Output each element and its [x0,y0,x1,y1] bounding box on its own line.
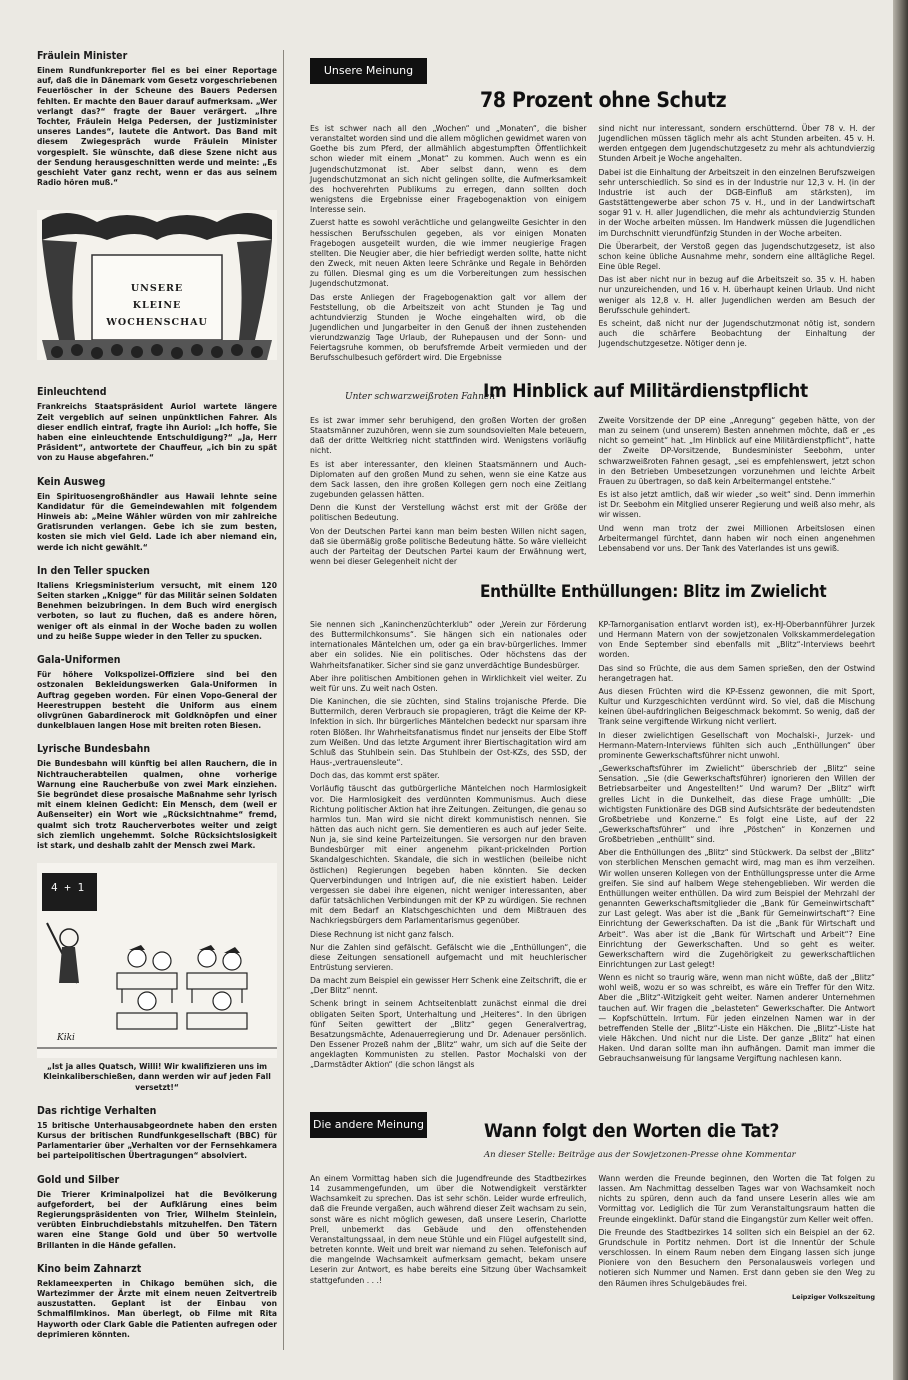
paragraph: Es ist schwer nach all den „Wochen“ und „Monaten“, die bisher veranstaltet worden sind und die allem möglichen gewidmet waren von Goethe bis zum Pferd, der allmählich abgestumpften Öffentlichkeit schon wieder mit einem „Monat“ zu kommen. Auch wenn es ein Jugendschutzmonat ist. Aber selbst dann, wenn es dem Jugendschutzmonat an sich nicht gelingen sollte, die Aufmerksamkeit des hochverehrten Publikums zu erregen, dann sollten doch wenigstens die Ergebnisse einer Fragebogenaktion von einigem Interesse sein. [310,124,587,215]
section-heading: Gold und Silber [37,1173,120,1186]
article-headline: Wann folgt den Worten die Tat? [484,1120,780,1142]
classroom-cartoon [37,863,277,1058]
paragraph: Da macht zum Beispiel ein gewisser Herr Schenk eine Zeitschrift, die er „Der Blitz“ nennt. [310,976,587,996]
paragraph: Es scheint, daß nicht nur der Jugendschutzmonat nötig ist, sondern auch die schärfere Beobachtung der Einhaltung der Jugendschutzgesetze. Nötiger denn je. [598,318,875,349]
source-credit: Leipziger Volkszeitung [792,1292,875,1301]
paragraph: Aus diesen Früchten wird die KP-Essenz gewonnen, die mit Sport, Kultur und Kurzgeschichten verdünnt wird. So viel, daß die Mischung keinen übel-aufdringlichen Beigeschmack bekommt. So wenig, daß der Trank seine vergiftende Wirkung nicht verliert. [598,686,875,727]
cartoonist-signature: Kiki [57,1033,75,1044]
cartoon-title-line: KLEINE [132,300,182,312]
paragraph: Zweite Vorsitzende der DP eine „Anregung“ gegeben hätte, von der man zu seinem (und unserem) Besten annehmen möchte, daß er „es nicht so gemeint“ hat. „Im Hinblick auf eine Militärdienstpflicht“, hatte der Zweite DP-Vorsitzende, Bundesminister Seebohm, unter schwarzweißroten Fahnen gesagt, „sei es empfehlenswert, jetzt schon in den Betrieben Umbesetzungen vorzunehmen und leichte Arbeit Frauen zu übertragen, so daß kein Arbeitermangel entstehe.“ [598,416,875,486]
paragraph: Denn die Kunst der Verstellung wächst erst mit der Größe der politischen Bedeutung. [310,503,587,523]
section-heading: Kino beim Zahnarzt [37,1262,142,1275]
article-headline: Im Hinblick auf Militärdienstpflicht [483,380,808,402]
section-heading: In den Teller spucken [37,564,150,577]
cartoon-title-line: WOCHENSCHAU [106,317,208,329]
section-heading: Kein Ausweg [37,475,106,488]
article-column [310,124,587,367]
article-column [599,124,876,367]
section-heading: Einleuchtend [37,386,107,399]
paragraph: Aber die Enthüllungen des „Blitz“ sind Stückwerk. Da selbst der „Blitz“ von sterblichen Menschen gemacht wird, mag man es ihm verzeihen. Wir wollen unseren Kollegen von der Enthüllungspresse unter die Arme greifen. Sie sind auf halbem Wege stehengeblieben. Wir werden die Enthüllungen weiter enthüllen. Da wird zum Beispiel der Mehrzahl der genannten Gewerkschaftsmitglieder die „Bank für Gemeinwirtschaft“ zur Last gelegt. Was aber ist die „Bank für Gemeinwirtschaft“? Eine Einrichtung der Gewerkschaften. Da ist die „Bank für Wirtschaft und Arbeit“. Was aber ist die „Bank für Wirtschaft und Arbeit“? Eine Einrichtung der Gewerkschaften. Und so geht es weiter. Gewerkschaftern wird die Zugehörigkeit zu gewerkschaftlichen Einrichtungen zur Last gelegt! [598,848,875,969]
paragraph: Das erste Anliegen der Fragebogenaktion galt vor allem der Feststellung, ob die Arbeitszeit von acht Stunden je Tag und achtundvierzig Stunden je Woche eingehalten wird, ob die Jugendlichen und Jungarbeiter in den Genuß der ihnen zustehenden vierundzwanzig Tage Urlaub, der Ruhepausen und der Sonn- und Feiertagsruhe kommen, ob berufsfremde Arbeit vermieden und der Berufsschulbesuch gefördert wird. Die Ergebnisse [310,292,587,363]
paragraph: An einem Vormittag haben sich die Jugendfreunde des Stadtbezirkes 14 zusammengefunden, um über die Notwendigkeit verstärkter Wachsamkeit zu sprechen. Das ist sehr schön. Leider wurde erfreulich, daß die Freunde vergaßen, auch während dieser Zeit wachsam zu sein, sonst wäre es nicht möglich gewesen, daß unsere Leserin, Charlotte Prell, unbemerkt das Gebäude und den offenstehenden Veranstaltungssaal, in dem neue Stühle und ein Flügel aufgestellt sind, betreten konnte. Weit und breit war niemand zu sehen. Telefonisch auf die mangelnde Wachsamkeit aufmerksam gemacht, bekam unsere Leserin zur Antwort, es habe bereits eine Sitzung über Wachsamkeit stattgefunden . . .! [310,1174,587,1285]
paragraph: Die Überarbeit, der Verstoß gegen das Jugendschutzgesetz, ist also schon keine übliche Ausnahme mehr, sondern eine alltägliche Regel. Eine üble Regel. [598,241,875,272]
paragraph: Doch das, das kommt erst später. [310,771,440,781]
paragraph: Die Kaninchen, die sie züchten, sind Stalins trojanische Pferde. Die Buttermilch, deren Verbrauch sie propagieren, trägt die Keime der KP-Infektion in sich. Ihr bürgerliches Mäntelchen bedeckt nur sparsam ihre roten Blößen. Ihr Wahrheitsfanatismus findet nur jenseits der Elbe Stoff zum Weißen. Und das letzte Argument ihrer Biertischagitation wird am Schluß das Stuhlbein sein. Das Stuhlbein der Ost-KZs, des SSD, der Haus-„vertrauensleute“. [310,697,587,768]
paragraph: Das sind so Früchte, die aus dem Samen sprießen, den der Ostwind herangetragen hat. [598,663,875,683]
section-heading: Gala-Uniformen [37,654,121,667]
page-edge [893,0,908,1380]
paragraph: Dabei ist die Einhaltung der Arbeitszeit in den einzelnen Berufszweigen sehr unterschiedlich. So sind es in der Industrie nur 12,3 v. H. (in der Industrie ist auch der DGB-Einfluß am stärksten), im Gaststättengewerbe aber schon 75 v. H., und in der Landwirtschaft sogar 91 v. H. aller Jugendlichen, die mehr als achtundvierzig Stunden in der Woche arbeiten müssen. Im Handwerk müssen die Jugendlichen im Durchschnitt vierundfünfzig Stunden in der Woche arbeiten. [598,167,875,238]
blackboard-text: 4 + 1 [51,881,85,895]
paragraph: Es ist zwar immer sehr beruhigend, den großen Worten der großen Staatsmänner zuzuhören, wenn sie zum soundsovielten Male beteuern, daß der dritte Weltkrieg nicht stattfinden wird. Wenigstens vorläufig nicht. [310,416,587,456]
article-body [310,416,875,570]
section-text: Reklameexperten in Chikago bemühen sich, die Wartezimmer der Ärzte mit einem neuen Zeitvertreib auszustatten. Geplant ist der Einbau von Schmalfilmkinos. Man überlegt, ob Filme mit Rita Hayworth oder Clark Gable die Patienten aufregen oder deprimieren könnten. [37,1278,277,1339]
article-column [310,1174,587,1302]
paragraph: KP-Tarnorganisation entlarvt worden ist), ex-HJ-Oberbannführer Jurzek und Hermann Matern von der sowjetzonalen Volkskammerdelegation von Ende September sind ebenfalls mit „Blitz“-Interviews beehrt worden. [598,620,875,660]
article-body [310,1174,875,1302]
article-body [310,124,875,367]
article-column [599,1174,876,1302]
article-kicker: Unter schwarzweißroten Fahnen [345,392,496,402]
paragraph: Das ist aber nicht nur in bezug auf die Arbeitszeit so. 35 v. H. haben nur unzureichenden, und 16 v. H. überhaupt keinen Urlaub. Und nicht weniger als 12,8 v. H. aller Jugendlichen werden am Besuch der Berufsschule gehindert. [598,275,875,315]
paragraph: Diese Rechnung ist nicht ganz falsch. [310,929,454,939]
section-text: Für höhere Volkspolizei-Offiziere sind bei den ostzonalen Bekleidungswerken Gala-Uniformen in Auftrag gegeben worden. Für einen Vopo-General der Heerestruppen besteht die Uniform aus einem olivgrünen Gabardinerock mit Goldknöpfen und einer dunkelblauen langen Hose mit breiten roten Biesen. [37,670,277,731]
other-opinion-banner: Die andere Meinung [310,1112,427,1138]
section-text: Italiens Kriegsministerium versucht, mit einem 120 Seiten starken „Knigge“ für das Militär seinen Soldaten Benehmen beizubringen. In dem Buch wird energisch verboten, so laut zu fluchen, daß es andere hören, weniger oft als einmal in der Woche baden zu wollen und zu heiße Suppe wieder in den Teller zu spucken. [37,580,277,641]
paragraph: „Gewerkschaftsführer im Zwielicht“ überschrieb der „Blitz“ seine Sensation. „Sie (die Gewerkschaftsführer) ignorieren den Willen der Betriebsarbeiter und Angestellten!“ Und warum? Der „Blitz“ wirft grelles Licht in die Dunkelheit, das diese Frage umhüllt: „Die wichtigsten Funktionäre des DGB sind Aufsichtsräte der bedeutendsten Großbetriebe und Konzerne.“ Es folgt eine Liste, auf der 22 „Gewerkschaftsführer“ und ihre „Pöstchen“ in Konzernen und Großbetrieben „enthüllt“ sind. [598,764,875,845]
article-column [310,620,587,1074]
section-heading: Das richtige Verhalten [37,1104,157,1117]
paragraph: Vorläufig täuscht das gutbürgerliche Mäntelchen noch Harmlosigkeit vor. Die Harmlosigkeit des verdünnten Kommunismus. Auch diese Richtung politischer Aktion hat ihre Zeitungen. Zeitungen, die genau so harmlos tun. Man wird sie nicht direkt kommunistisch nennen. Sie hätten das auch nicht gern. Sie dementieren es auch auf jeder Seite. Nun ja, sie sind keine Parteizeitungen. Sie versorgen nur den braven Bundesbürger mit einer angenehm pikant-prickelnden Portion Skandalgeschichten. Skandale, die sich in westlichen (beileibe nicht östlichen) Regierungen begeben haben könnten. Sie decken Querverbindungen und Intrigen auf, die nie existiert haben. Leider vergessen sie dabei ihre eigenen, nicht weniger interessanten, aber dafür tatsächlichen Verbindungen mit der KP zu würdigen. Sie rechnen mit dem Bedarf an Klatschgeschichten und dem Mißtrauen des Nachkriegsbürgers dem Parlamentarismus gegenüber. [310,784,587,926]
cartoon-title-line: UNSERE [130,283,184,295]
cartoon-caption: „Ist ja alles Quatsch, Willi! Wir kwalifizieren uns im Kleinkaliberschießen, dann werden wir auf jeden Fall versetzt!“ [43,1062,271,1092]
paragraph: Und wenn man trotz der zwei Millionen Arbeitslosen einen Arbeitermangel fürchtet, dann haben wir noch einen angenehmen Lebensabend vor uns. Der Tank des Vaterlandes ist uns gewiß. [598,523,875,553]
paragraph: Sie nennen sich „Kaninchenzüchterklub“ oder „Verein zur Förderung des Buttermilchkonsums“. Sie hängen sich ein nationales oder internationales Mäntelchen um, oder ga ein brav-bürgerliches. Immer aber ein solides. Nie ein politisches. Oder höchstens das der Wahrheitsfanatiker. Sicher sind sie ganz unverdächtige Bundesbürger. [310,620,587,670]
article-headline: 78 Prozent ohne Schutz [480,88,727,112]
section-text: Die Trierer Kriminalpolizei hat die Bevölkerung aufgefordert, bei der Aufklärung eines beim Regierungspräsidenten von Trier, Wilhelm Steinlein, verübten Einbruchdiebstahls mitzuhelfen. Den Tätern waren eine Stange Gold und über 50 wertvolle Brillanten in die Hände gefallen. [37,1189,277,1250]
paragraph: Nur die Zahlen sind gefälscht. Gefälscht wie die „Enthüllungen“, die diese Zeitungen sensationell aufgemacht und mit heuchlerischer Entrüstung servieren. [310,942,587,972]
paragraph: Wenn es nicht so traurig wäre, wenn man nicht wüßte, daß der „Blitz“ wohl weiß, wozu er so was schreibt, es wäre ein Treffer für den Witz. Aber die „Blitz“-Witzigkeit geht weiter. Namen anderer Unternehmen tauchen auf. Wir fragen die „belasteten“ Gewerkschafter. Die Antwort — Kopfschütteln. Irrtum. Für jeden einzelnen Namen war in der betreffenden Stelle der „Blitz“-Liste ein Häkchen. Die „Blitz“-Liste hat viele Häkchen. Und nicht nur die Liste. Der ganze „Blitz“ hat einen Haken. Und daran sollte man ihn aufhängen. Damit man immer die Gebrauchsanweisung für langsame Vergiftung nachlesen kann. [598,973,875,1064]
paragraph: In dieser zwielichtigen Gesellschaft von Mochalski-, Jurzek- und Hermann-Matern-Interviews fühlten sich auch „Enthüllungen“ über prominente Gewerkschaftsführer nicht unwohl. [598,730,875,760]
article-column [599,416,876,570]
article-column [599,620,876,1074]
paragraph: Schenk bringt in seinem Achtseitenblatt zunächst einmal die drei obligaten Seiten Sport, Unterhaltung und „Heiteres“. In den übrigen fünf Seiten gewittert der „Blitz“ gegen Generalvertrag, Besatzungsmächte, Adenauerregierung und Dr. Adenauer persönlich. Den Essener Prozeß nahm der „Blitz“ wahr, um sich auf die Seite der angeklagten Kommunisten zu stellen. Pastor Mochalski von der „Darmstädter Aktion“ (die schon längst als [310,999,587,1070]
article-kicker: An dieser Stelle: Beiträge aus der Sowjetzonen-Presse ohne Kommentar [484,1150,796,1160]
section-heading: Fräulein Minister [37,50,128,62]
paragraph: Wann werden die Freunde beginnen, den Worten die Tat folgen zu lassen. Am Nachmittag desselben Tages war von Wachsamkeit noch nichts zu spüren, denn auch da fand unsere Leserin alles wie am Vormittag vor. Lediglich die Tür zum Veranstaltungsraum hatten die Freunde eingeklinkt. Dafür stand die Eingangstür zum Keller weit offen. [598,1174,875,1224]
opinion-banner: Unsere Meinung [310,58,427,84]
article-column [310,416,587,570]
paragraph: Zuerst hatte es sowohl verächtliche und gelangweilte Gesichter in den hessischen Berufsschulen gegeben, als vor einigen Monaten Fragebogen ausgeteilt wurden, die wie immer neugierige Fragen stellten. Die Neugier aber, die hier befriedigt werden sollte, hatte nicht den Zweck, mit neuen Akten leere Schränke und Regale in Behörden zu füllen. Diesmal ging es um die Vorbereitungen zum hessischen Jugendschutzmonat. [310,218,587,289]
article-headline: Enthüllte Enthüllungen: Blitz im Zwielicht [480,582,827,602]
section-text: Frankreichs Staatspräsident Auriol wartete längere Zeit vergeblich auf seinen unpünktlichen Fahrer. Als dieser endlich eintraf, fragte ihn Auriol: „Ich hoffe, Sie haben eine einleuchtende Entschuldigung?“ „Ja, Herr Präsident“, antwortete der Chauffeur, „ich bin zu spät von zu Hause abgefahren.“ [37,402,277,463]
paragraph: sind nicht nur interessant, sondern erschütternd. Über 78 v. H. der Jugendlichen müssen täglich mehr als acht Stunden arbeiten. 45 v. H. werden entgegen dem Jugendschutzgesetz zu mehr als achtundvierzig Stunden Arbeit je Woche angehalten. [598,124,875,164]
section-text: Einem Rundfunkreporter fiel es bei einer Reportage auf, daß die in Dänemark vom Gesetz vorgeschriebenen Feuerlöscher in der Scheune des Bauers Pedersen fehlten. Er machte den Bauer darauf aufmerksam. „Wer verlangt das?“ fragte der Bauer verärgert. „Ihre Tochter, Fräulein Helga Pedersen, der Justizminister unseres Landes“, lautete die Antwort. Das Band mit diesem Zwiegespräch wurde Fräulein Minister vorgespielt. Sie wünschte, daß diese Szene nicht aus der Sendung herausgeschnitten werde und meinte: „Es geschieht Vater ganz recht, wenn er das aus seinem Radio hören muß.“ [37,66,277,188]
paragraph: Es ist also jetzt amtlich, daß wir wieder „so weit“ sind. Denn immerhin ist Dr. Seebohm ein Mitglied unserer Regierung und weiß also mehr, als wir wissen. [598,490,875,520]
section-text: 15 britische Unterhausabgeordnete haben den ersten Kursus der britischen Rundfunkgesellschaft (BBC) für Parlamentarier über „Verhalten vor der Fernsehkamera bei parteipolitischen Übertragungen“ absolviert. [37,1120,277,1161]
paragraph: Es ist aber interessanter, den kleinen Staatsmännern und Auch-Diplomaten auf den großen Mund zu sehen, wenn sie eine Katze aus dem Sack lassen, den ihre großen Kollegen gern noch eine Zeitlang zugebunden gelassen hätten. [310,459,587,500]
paragraph: Die Freunde des Stadtbezirkes 14 sollten sich ein Beispiel an der 62. Grundschule in Portitz nehmen. Dort ist die Innentür der Schule verschlossen. In einem Raum neben dem Eingang lassen sich junge Pioniere von den Besuchern den Personalausweis vorlegen und notieren sich Nummer und Namen. Erst dann geben sie den Weg zu den Räumen ihres Schulgebäudes frei. [598,1227,875,1288]
left-column [37,50,277,1340]
column-divider [283,50,284,1350]
section-text: Die Bundesbahn will künftig bei allen Rauchern, die in Nichtraucherabteilen qualmen, ohne vorherige Warnung eine Raucherbuße von zwei Mark einziehen. Sie begründet diese prosaische Maßnahme sehr lyrisch mit einem kleinen Gedicht: Ein Mensch, dem (weil er Außenseiter) ein Wort wie „Rücksichtnahme“ fremd, qualmt sich trotz Raucherverbotes weiter und zeigt sich ziemlich ungehemmt. Solche Rücksichtslosigkeit ist stark, und deshalb zahlt der Mensch zwei Mark. [37,759,277,850]
paragraph: Aber ihre politischen Ambitionen gehen in Wirklichkeit viel weiter. Zu weit für uns. Zu weit nach Osten. [310,673,587,693]
wochenschau-illustration [37,200,277,370]
article-body [310,620,875,1074]
paragraph: Von der Deutschen Partei kann man beim besten Willen nicht sagen, daß sie übermäßig große politische Bedeutung hätte. So wäre vielleicht auch der Parteitag der Deutschen Partei kaum der Erwähnung wert, wenn bei dieser Gelegenheit nicht der [310,526,587,567]
section-heading: Lyrische Bundesbahn [37,743,151,756]
section-text: Ein Spirituosengroßhändler aus Hawaii lehnte seine Kandidatur für die Gemeindewahlen mit folgendem Hinweis ab: „Meine Wähler würden von mir zahlreiche Gratisrunden verlangen. Gebe ich sie zum besten, kosten sie mich viel Geld. Lade ich aber niemand ein, werde ich nicht gewählt.“ [37,491,277,552]
